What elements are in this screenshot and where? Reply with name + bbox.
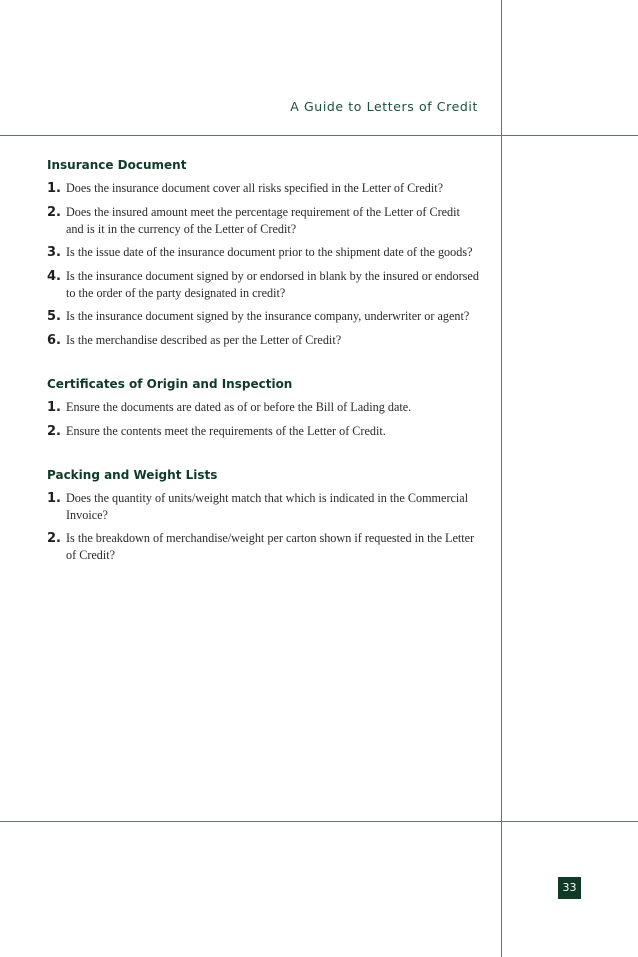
item-text: Is the issue date of the insurance document prior to the shipment date of the goods? bbox=[66, 245, 473, 259]
item-text: Does the insurance document cover all risks specified in the Letter of Credit? bbox=[66, 181, 444, 195]
vertical-margin-rule bbox=[501, 0, 502, 957]
item-number: 6. bbox=[47, 333, 61, 348]
list-item bbox=[47, 204, 479, 238]
item-text: Is the insurance document signed by the insurance company, underwriter or agent? bbox=[66, 309, 470, 323]
list-item bbox=[47, 180, 479, 198]
item-number: 1. bbox=[47, 181, 61, 196]
item-text: Is the insurance document signed by or endorsed in blank by the insured or endorsed to the order of the party designated in credit? bbox=[66, 269, 479, 300]
item-number: 5. bbox=[47, 309, 61, 324]
list-item bbox=[47, 308, 479, 326]
item-number: 1. bbox=[47, 400, 61, 415]
item-text: Ensure the documents are dated as of or before the Bill of Lading date. bbox=[66, 400, 412, 414]
section-title: Certificates of Origin and Inspection bbox=[47, 377, 293, 391]
document-body bbox=[47, 157, 479, 590]
running-head-title: A Guide to Letters of Credit bbox=[290, 99, 478, 114]
item-number: 3. bbox=[47, 245, 61, 260]
item-number: 2. bbox=[47, 424, 61, 439]
item-text: Is the breakdown of merchandise/weight per carton shown if requested in the Letter of Credit? bbox=[66, 531, 475, 562]
list-item bbox=[47, 490, 479, 524]
item-number: 1. bbox=[47, 491, 61, 506]
item-number: 4. bbox=[47, 269, 61, 284]
list-item bbox=[47, 399, 479, 417]
item-text: Is the merchandise described as per the Letter of Credit? bbox=[66, 333, 342, 347]
list-item bbox=[47, 423, 479, 441]
item-number: 2. bbox=[47, 205, 61, 220]
list-item bbox=[47, 244, 479, 262]
list-item bbox=[47, 268, 479, 302]
section-certificates-origin-inspection bbox=[47, 376, 479, 441]
section-title: Insurance Document bbox=[47, 158, 187, 172]
section-insurance-document bbox=[47, 157, 479, 350]
item-text: Does the insured amount meet the percentage requirement of the Letter of Credit and is it in the currency of the Letter of Credit? bbox=[66, 205, 460, 236]
list-item bbox=[47, 332, 479, 350]
list-item bbox=[47, 530, 479, 564]
item-text: Does the quantity of units/weight match that which is indicated in the Commercial Invoice? bbox=[66, 491, 469, 522]
item-number: 2. bbox=[47, 531, 61, 546]
header-rule bbox=[0, 135, 638, 136]
item-text: Ensure the contents meet the requirements of the Letter of Credit. bbox=[66, 424, 386, 438]
footer-rule bbox=[0, 821, 638, 822]
section-packing-weight-lists bbox=[47, 467, 479, 564]
section-title: Packing and Weight Lists bbox=[47, 468, 218, 482]
page-number-badge: 33 bbox=[558, 877, 581, 899]
